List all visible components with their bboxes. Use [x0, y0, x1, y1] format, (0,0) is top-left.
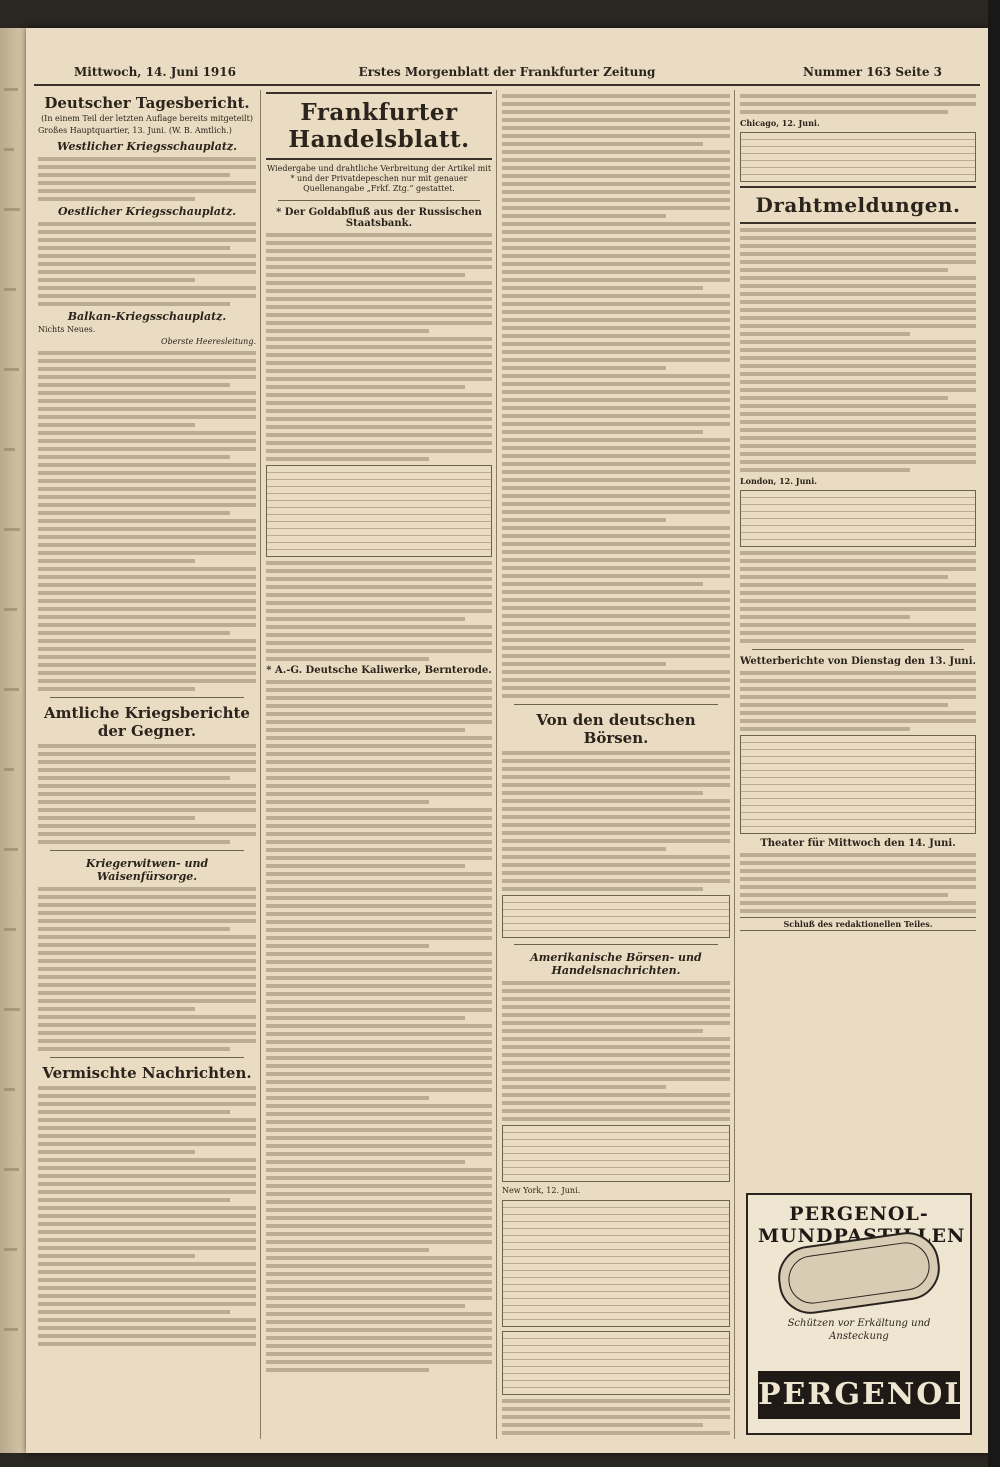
gold-outflow-heading: * Der Goldabfluß aus der Russischen Staatsbank. [276, 207, 482, 229]
exchange-rates-table [502, 895, 730, 938]
body-text [266, 561, 492, 661]
body-text [38, 1086, 256, 1346]
business-section-title: Frankfurter Handelsblatt. [266, 92, 492, 160]
body-text [502, 751, 730, 891]
column-4 [740, 90, 976, 1439]
dateline: Großes Hauptquartier, 13. Juni. (W. B. Amtlich.) [38, 126, 232, 135]
london-dateline: London, 12. Juni. [740, 476, 818, 486]
column-2 [266, 90, 492, 1439]
body-text [38, 351, 256, 691]
pergenol-advertisement [746, 1193, 972, 1435]
weather-reports-heading: Wetterberichte von Dienstag den 13. Juni. [740, 656, 976, 667]
no-news: Nichts Neues. [38, 325, 96, 334]
body-text [502, 94, 730, 698]
edition-note: (In einem Teil der letzten Auflage bereits mitgeteilt) [41, 114, 253, 123]
balkan-theatre-heading: Balkan-Kriegsschauplatz. [67, 310, 227, 323]
weather-table [740, 735, 976, 834]
scan-edge [988, 0, 1000, 1467]
ad-headline: PERGENOL-MUNDPASTILLEN [758, 1203, 966, 1247]
german-daily-report-heading: Deutscher Tagesbericht. [44, 94, 250, 112]
london-table [740, 490, 976, 547]
german-exchanges-heading: Von den deutschen Börsen. [536, 711, 696, 747]
miscellaneous-news-heading: Vermischte Nachrichten. [42, 1064, 252, 1082]
reprint-notice: Wiedergabe und drahtliche Verbreitung der Artikel mit * und der Privatdepeschen nur mit genauer Quellenangabe „Frkf. Ztg.“ gestattet. [266, 164, 492, 193]
enemy-reports-heading: Amtliche Kriegsberichte der Gegner. [44, 704, 250, 740]
body-text [740, 853, 976, 913]
body-text [502, 981, 730, 1121]
masthead [34, 62, 980, 86]
body-text [740, 671, 976, 731]
body-text [266, 233, 492, 461]
buenos-aires-table [502, 1331, 730, 1395]
ad-brand-name: PERGENOL [758, 1371, 960, 1419]
end-of-editorial: Schluß des redaktionellen Teiles. [740, 917, 976, 931]
body-text [38, 744, 256, 844]
column-1 [38, 90, 256, 1439]
chicago-dateline: Chicago, 12. Juni. [740, 118, 820, 128]
gold-reserve-table [266, 465, 492, 557]
body-text [740, 228, 976, 472]
page-number: Nummer 163 Seite 3 [802, 65, 942, 79]
column-3 [502, 90, 730, 1439]
american-exchanges-heading: Amerikanische Börsen- und Handelsnachrichten. [530, 951, 702, 977]
issue-date: Mittwoch, 14. Juni 1916 [74, 65, 236, 79]
body-text [38, 887, 256, 1051]
new-york-dateline: New York, 12. Juni. [502, 1186, 581, 1195]
body-text [38, 222, 256, 306]
signoff: Oberste Heeresleitung. [161, 337, 256, 346]
body-text [38, 157, 256, 201]
chicago-table [740, 132, 976, 182]
paper-title: Erstes Morgenblatt der Frankfurter Zeitung [358, 65, 656, 79]
body-text [266, 680, 492, 1372]
newspaper-page [26, 28, 988, 1453]
left-page-gutter [0, 28, 26, 1453]
kaliwerke-heading: * A.-G. Deutsche Kaliwerke, Bernterode. [266, 665, 492, 676]
war-widows-heading: Kriegerwitwen- und Waisenfürsorge. [85, 857, 209, 883]
new-york-stocks-table [502, 1200, 730, 1327]
ad-tagline: Schützen vor Erkältung und Ansteckung [787, 1318, 931, 1342]
body-text [740, 551, 976, 643]
body-text [502, 1399, 730, 1435]
theater-heading: Theater für Mittwoch den 14. Juni. [760, 838, 956, 849]
eastern-theatre-heading: Oestlicher Kriegsschauplatz. [57, 205, 237, 218]
new-york-quotes-table [502, 1125, 730, 1182]
wire-reports-heading: Drahtmeldungen. [740, 186, 976, 224]
body-text [740, 94, 976, 114]
western-theatre-heading: Westlicher Kriegsschauplatz. [57, 140, 237, 153]
